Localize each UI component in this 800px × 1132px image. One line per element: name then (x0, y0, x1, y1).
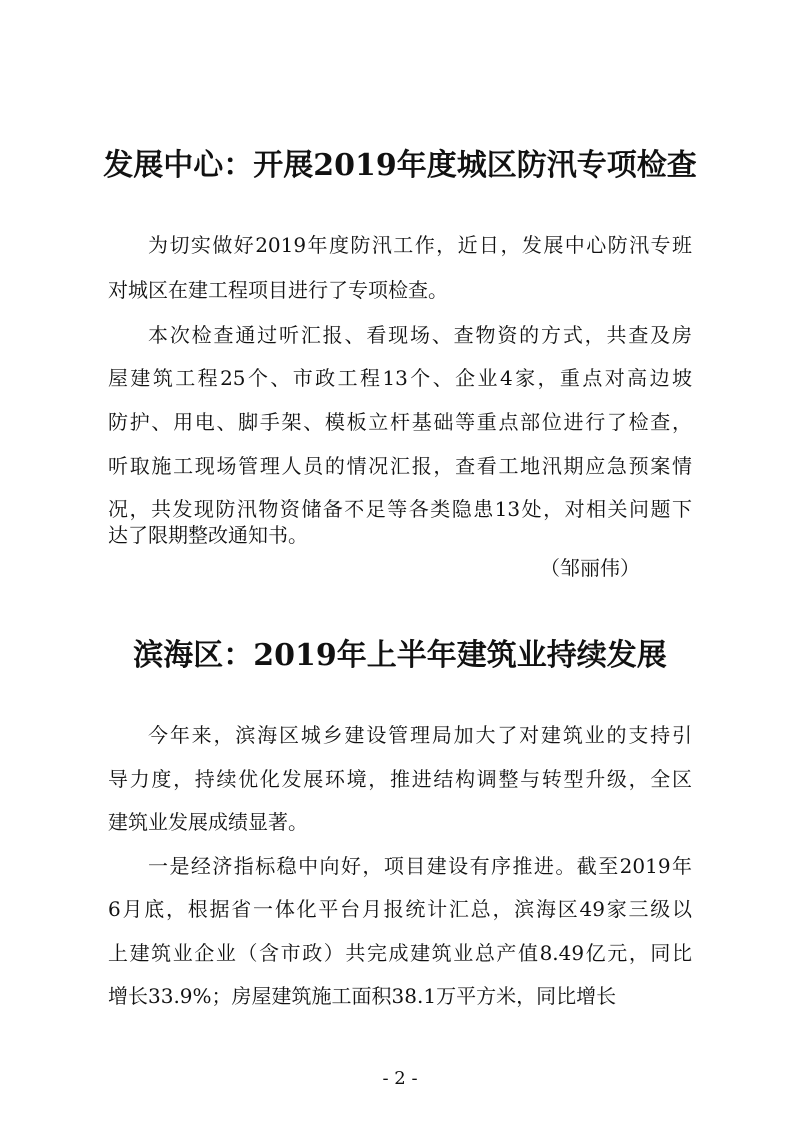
article-1-line: 对城区在建工程项目进行了专项检查。 (108, 278, 448, 302)
article-1-title: 发展中心：开展2019年度城区防汛专项检查 (103, 148, 697, 183)
article-2-line: 今年来，滨海区城乡建设管理局加大了对建筑业的支持引 (148, 723, 692, 747)
article-1-signature: （邹丽伟） (540, 556, 640, 580)
article-2-line: 上建筑业企业（含市政）共完成建筑业总产值8.49亿元，同比 (108, 941, 692, 965)
article-1-line: 本次检查通过听汇报、看现场、查物资的方式，共查及房 (148, 323, 692, 347)
article-2-line: 一是经济指标稳中向好，项目建设有序推进。截至2019年 (148, 854, 692, 878)
article-2-line: 6月底，根据省一体化平台月报统计汇总，滨海区49家三级以 (108, 897, 692, 921)
article-2-line: 建筑业发展成绩显著。 (108, 810, 308, 834)
article-2-line: 增长33.9%；房屋建筑施工面积38.1万平方米，同比增长 (108, 984, 617, 1008)
article-2-line: 导力度，持续优化发展环境，推进结构调整与转型升级，全区 (108, 767, 692, 791)
article-1-line: 屋建筑工程25个、市政工程13个、企业4家，重点对高边坡 (108, 366, 692, 390)
article-1-line: 防护、用电、脚手架、模板立杆基础等重点部位进行了检查， (108, 410, 692, 434)
article-1-line: 听取施工现场管理人员的情况汇报，查看工地汛期应急预案情 (108, 454, 692, 478)
page-number: - 2 - (382, 1068, 418, 1089)
article-1-line: 为切实做好2019年度防汛工作，近日，发展中心防汛专班 (148, 233, 692, 257)
article-1-line: 达了限期整改通知书。 (108, 523, 308, 547)
article-2-title: 滨海区：2019年上半年建筑业持续发展 (133, 638, 667, 673)
article-1-line: 况，共发现防汛物资储备不足等各类隐患13处，对相关问题下 (108, 497, 692, 521)
